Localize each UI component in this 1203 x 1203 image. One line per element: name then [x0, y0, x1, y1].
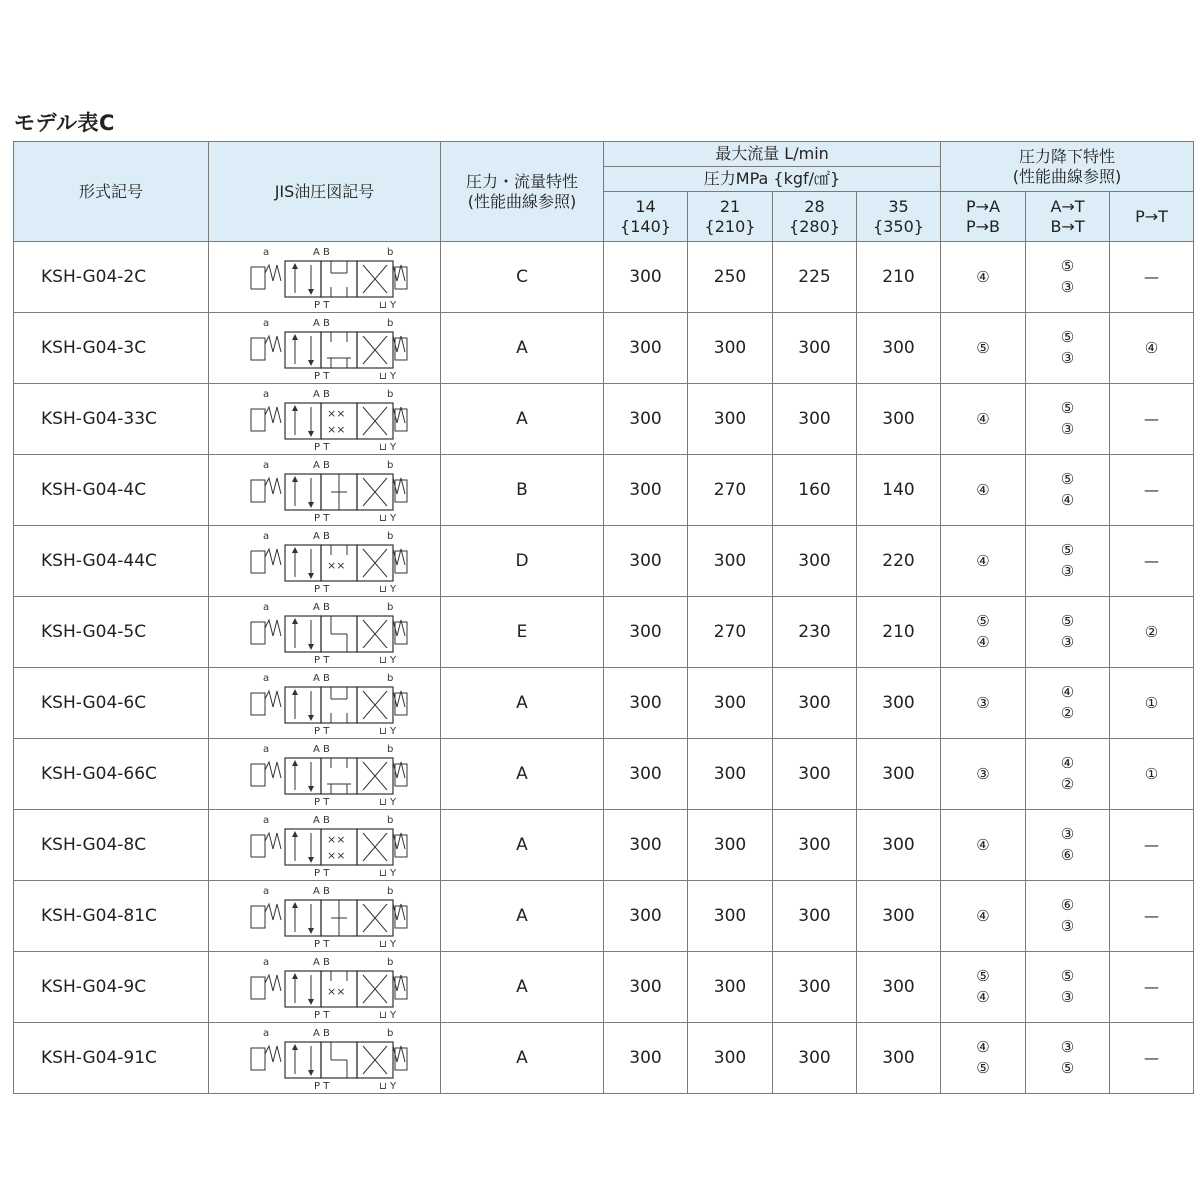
model-code: KSH-G04-3C — [14, 313, 209, 384]
symbol-label-b: b — [386, 318, 393, 329]
symbol-label-pt: P T — [313, 300, 329, 311]
jis-symbol — [209, 313, 441, 384]
model-code: KSH-G04-44C — [14, 526, 209, 597]
symbol-label-pt: P T — [313, 726, 329, 737]
symbol-label-b: b — [386, 602, 393, 613]
symbol-label-ab: A B — [312, 744, 330, 755]
symbol-label-a: a — [262, 318, 269, 329]
max-flow-value: 300 — [857, 384, 941, 455]
drop-at-bt: ③ ⑤ — [1026, 1023, 1110, 1094]
symbol-label-y: ⊔ Y — [378, 655, 396, 666]
svg-text:××: ×× — [326, 407, 345, 420]
symbol-label-y: ⊔ Y — [378, 300, 396, 311]
symbol-label-y: ⊔ Y — [378, 868, 396, 879]
header-model: 形式記号 — [14, 142, 209, 242]
symbol-label-b: b — [386, 744, 393, 755]
model-code: KSH-G04-33C — [14, 384, 209, 455]
drop-pa-pb: ④ — [941, 384, 1026, 455]
header-pressure: 圧力MPa {kgf/㎠} — [604, 167, 941, 192]
jis-symbol-graphic — [241, 385, 409, 453]
max-flow-value: 300 — [688, 668, 773, 739]
drop-pa-pb: ⑤ ④ — [941, 952, 1026, 1023]
jis-symbol-graphic — [241, 882, 409, 950]
pressure-flow-curve: A — [441, 739, 604, 810]
symbol-label-ab: A B — [312, 389, 330, 400]
jis-symbol — [209, 1023, 441, 1094]
max-flow-value: 270 — [688, 597, 773, 668]
max-flow-value: 160 — [773, 455, 857, 526]
header-pressure-14: 14 {140} — [604, 192, 688, 242]
jis-symbol-graphic — [241, 456, 409, 524]
symbol-label-ab: A B — [312, 673, 330, 684]
symbol-label-pt: P T — [313, 442, 329, 453]
symbol-label-b: b — [386, 673, 393, 684]
max-flow-value: 300 — [857, 739, 941, 810]
drop-pa-pb: ④ ⑤ — [941, 1023, 1026, 1094]
max-flow-value: 300 — [773, 313, 857, 384]
drop-at-bt: ⑤ ③ — [1026, 597, 1110, 668]
drop-at-bt: ④ ② — [1026, 668, 1110, 739]
header-pressure-flow-line1: 圧力・流量特性 — [465, 171, 578, 191]
drop-pa-pb: ④ — [941, 242, 1026, 313]
drop-at-bt: ④ ② — [1026, 739, 1110, 810]
symbol-label-pt: P T — [313, 1010, 329, 1021]
symbol-label-pt: P T — [313, 868, 329, 879]
symbol-label-y: ⊔ Y — [378, 442, 396, 453]
jis-symbol — [209, 455, 441, 526]
max-flow-value: 210 — [857, 597, 941, 668]
symbol-label-a: a — [262, 602, 269, 613]
pressure-flow-curve: A — [441, 881, 604, 952]
header-pressure-drop-line1: 圧力降下特性 — [1019, 146, 1116, 166]
svg-text:××: ×× — [326, 423, 345, 436]
jis-symbol-graphic — [241, 598, 409, 666]
pressure-flow-curve: A — [441, 952, 604, 1023]
drop-pt: ① — [1110, 739, 1194, 810]
symbol-label-b: b — [386, 389, 393, 400]
model-table-body — [14, 242, 1194, 1094]
symbol-label-ab: A B — [312, 957, 330, 968]
drop-pt: — — [1110, 526, 1194, 597]
table-row — [14, 597, 1194, 668]
drop-at-bt: ③ ⑥ — [1026, 810, 1110, 881]
header-pressure-35: 35 {350} — [857, 192, 941, 242]
drop-pt: — — [1110, 384, 1194, 455]
max-flow-value: 300 — [688, 1023, 773, 1094]
max-flow-value: 300 — [604, 313, 688, 384]
symbol-label-b: b — [386, 957, 393, 968]
max-flow-value: 300 — [688, 881, 773, 952]
header-jis-symbol: JIS油圧図記号 — [209, 142, 441, 242]
jis-symbol-graphic — [241, 669, 409, 737]
symbol-label-y: ⊔ Y — [378, 1081, 396, 1092]
max-flow-value: 300 — [604, 526, 688, 597]
symbol-label-ab: A B — [312, 460, 330, 471]
jis-symbol — [209, 810, 441, 881]
drop-pa-pb: ⑤ ④ — [941, 597, 1026, 668]
drop-at-bt: ⑤ ③ — [1026, 952, 1110, 1023]
max-flow-value: 300 — [773, 526, 857, 597]
header-pressure-drop-line2: (性能曲線参照) — [1012, 166, 1122, 186]
pressure-flow-curve: B — [441, 455, 604, 526]
drop-at-bt: ⑤ ③ — [1026, 313, 1110, 384]
header-pressure-flow-line2: (性能曲線参照) — [467, 191, 577, 211]
max-flow-value: 230 — [773, 597, 857, 668]
symbol-label-a: a — [262, 247, 269, 258]
jis-symbol — [209, 242, 441, 313]
header-max-flow: 最大流量 L/min — [604, 142, 941, 167]
svg-text:××: ×× — [326, 833, 345, 846]
max-flow-value: 300 — [773, 1023, 857, 1094]
drop-pa-pb: ③ — [941, 739, 1026, 810]
symbol-label-a: a — [262, 531, 269, 542]
symbol-label-pt: P T — [313, 939, 329, 950]
table-row — [14, 810, 1194, 881]
max-flow-value: 300 — [773, 739, 857, 810]
header-pressure-drop — [941, 142, 1194, 192]
table-row — [14, 242, 1194, 313]
max-flow-value: 300 — [688, 313, 773, 384]
drop-pt: — — [1110, 952, 1194, 1023]
max-flow-value: 300 — [857, 952, 941, 1023]
symbol-label-b: b — [386, 815, 393, 826]
table-row — [14, 739, 1194, 810]
svg-text:××: ×× — [326, 559, 345, 572]
drop-pt: — — [1110, 242, 1194, 313]
drop-pt: — — [1110, 881, 1194, 952]
drop-pt: — — [1110, 810, 1194, 881]
jis-symbol — [209, 668, 441, 739]
jis-symbol — [209, 881, 441, 952]
max-flow-value: 300 — [688, 952, 773, 1023]
drop-pt: ① — [1110, 668, 1194, 739]
max-flow-value: 300 — [857, 1023, 941, 1094]
model-code: KSH-G04-2C — [14, 242, 209, 313]
drop-at-bt: ⑤ ③ — [1026, 242, 1110, 313]
symbol-label-ab: A B — [312, 886, 330, 897]
drop-at-bt: ⑤ ③ — [1026, 526, 1110, 597]
max-flow-value: 300 — [688, 810, 773, 881]
symbol-label-y: ⊔ Y — [378, 584, 396, 595]
jis-symbol — [209, 739, 441, 810]
table-row — [14, 881, 1194, 952]
pressure-flow-curve: C — [441, 242, 604, 313]
symbol-label-a: a — [262, 460, 269, 471]
max-flow-value: 300 — [773, 668, 857, 739]
model-code: KSH-G04-66C — [14, 739, 209, 810]
drop-pa-pb: ⑤ — [941, 313, 1026, 384]
max-flow-value: 250 — [688, 242, 773, 313]
max-flow-value: 300 — [773, 881, 857, 952]
jis-symbol-graphic — [241, 243, 409, 311]
jis-symbol — [209, 952, 441, 1023]
max-flow-value: 300 — [604, 739, 688, 810]
symbol-label-pt: P T — [313, 371, 329, 382]
max-flow-value: 300 — [688, 526, 773, 597]
drop-pa-pb: ④ — [941, 455, 1026, 526]
symbol-label-b: b — [386, 886, 393, 897]
model-table — [13, 141, 1194, 1094]
drop-pa-pb: ④ — [941, 526, 1026, 597]
drop-at-bt: ⑤ ④ — [1026, 455, 1110, 526]
symbol-label-pt: P T — [313, 513, 329, 524]
max-flow-value: 210 — [857, 242, 941, 313]
drop-pa-pb: ③ — [941, 668, 1026, 739]
header-pa-pb: P→A P→B — [941, 192, 1026, 242]
symbol-label-y: ⊔ Y — [378, 797, 396, 808]
max-flow-value: 270 — [688, 455, 773, 526]
pressure-flow-curve: A — [441, 1023, 604, 1094]
drop-at-bt: ⑥ ③ — [1026, 881, 1110, 952]
max-flow-value: 300 — [773, 384, 857, 455]
table-row — [14, 668, 1194, 739]
model-code: KSH-G04-4C — [14, 455, 209, 526]
model-code: KSH-G04-91C — [14, 1023, 209, 1094]
pressure-flow-curve: A — [441, 313, 604, 384]
header-pressure-flow — [441, 142, 604, 242]
page-title: モデル表C — [14, 111, 115, 135]
max-flow-value: 300 — [604, 1023, 688, 1094]
model-code: KSH-G04-8C — [14, 810, 209, 881]
pressure-flow-curve: A — [441, 384, 604, 455]
max-flow-value: 300 — [857, 313, 941, 384]
header-pt: P→T — [1110, 192, 1194, 242]
pressure-flow-curve: D — [441, 526, 604, 597]
jis-symbol-graphic — [241, 1024, 409, 1092]
drop-at-bt: ⑤ ③ — [1026, 384, 1110, 455]
table-row — [14, 1023, 1194, 1094]
symbol-label-b: b — [386, 460, 393, 471]
symbol-label-y: ⊔ Y — [378, 1010, 396, 1021]
symbol-label-ab: A B — [312, 1028, 330, 1039]
table-row — [14, 952, 1194, 1023]
symbol-label-a: a — [262, 886, 269, 897]
symbol-label-ab: A B — [312, 602, 330, 613]
jis-symbol — [209, 597, 441, 668]
pressure-flow-curve: A — [441, 810, 604, 881]
drop-pt: — — [1110, 1023, 1194, 1094]
symbol-label-ab: A B — [312, 247, 330, 258]
jis-symbol-graphic — [241, 740, 409, 808]
jis-symbol-graphic — [241, 811, 409, 879]
symbol-label-y: ⊔ Y — [378, 513, 396, 524]
symbol-label-y: ⊔ Y — [378, 939, 396, 950]
model-code: KSH-G04-9C — [14, 952, 209, 1023]
svg-text:××: ×× — [326, 849, 345, 862]
max-flow-value: 300 — [604, 384, 688, 455]
max-flow-value: 300 — [604, 455, 688, 526]
drop-pt: — — [1110, 455, 1194, 526]
pressure-flow-curve: A — [441, 668, 604, 739]
max-flow-value: 300 — [604, 952, 688, 1023]
drop-pt: ② — [1110, 597, 1194, 668]
drop-pa-pb: ④ — [941, 810, 1026, 881]
jis-symbol — [209, 384, 441, 455]
max-flow-value: 220 — [857, 526, 941, 597]
model-code: KSH-G04-6C — [14, 668, 209, 739]
symbol-label-y: ⊔ Y — [378, 726, 396, 737]
header-at-bt: A→T B→T — [1026, 192, 1110, 242]
max-flow-value: 300 — [604, 881, 688, 952]
max-flow-value: 300 — [857, 810, 941, 881]
symbol-label-pt: P T — [313, 797, 329, 808]
max-flow-value: 300 — [604, 668, 688, 739]
max-flow-value: 140 — [857, 455, 941, 526]
symbol-label-a: a — [262, 744, 269, 755]
symbol-label-b: b — [386, 531, 393, 542]
drop-pt: ④ — [1110, 313, 1194, 384]
symbol-label-a: a — [262, 815, 269, 826]
header-pressure-28: 28 {280} — [773, 192, 857, 242]
symbol-label-ab: A B — [312, 318, 330, 329]
max-flow-value: 300 — [857, 881, 941, 952]
jis-symbol-graphic — [241, 314, 409, 382]
symbol-label-a: a — [262, 673, 269, 684]
table-row — [14, 526, 1194, 597]
max-flow-value: 300 — [857, 668, 941, 739]
max-flow-value: 300 — [688, 384, 773, 455]
symbol-label-pt: P T — [313, 584, 329, 595]
max-flow-value: 300 — [773, 810, 857, 881]
table-row — [14, 455, 1194, 526]
pressure-flow-curve: E — [441, 597, 604, 668]
symbol-label-b: b — [386, 247, 393, 258]
jis-symbol-graphic — [241, 953, 409, 1021]
symbol-label-ab: A B — [312, 815, 330, 826]
symbol-label-pt: P T — [313, 655, 329, 666]
symbol-label-ab: A B — [312, 531, 330, 542]
max-flow-value: 225 — [773, 242, 857, 313]
model-code: KSH-G04-5C — [14, 597, 209, 668]
symbol-label-pt: P T — [313, 1081, 329, 1092]
max-flow-value: 300 — [604, 597, 688, 668]
svg-text:××: ×× — [326, 985, 345, 998]
symbol-label-a: a — [262, 389, 269, 400]
symbol-label-b: b — [386, 1028, 393, 1039]
model-code: KSH-G04-81C — [14, 881, 209, 952]
table-row — [14, 313, 1194, 384]
drop-pa-pb: ④ — [941, 881, 1026, 952]
max-flow-value: 300 — [604, 810, 688, 881]
symbol-label-a: a — [262, 1028, 269, 1039]
jis-symbol-graphic — [241, 527, 409, 595]
max-flow-value: 300 — [604, 242, 688, 313]
symbol-label-a: a — [262, 957, 269, 968]
header-pressure-21: 21 {210} — [688, 192, 773, 242]
symbol-label-y: ⊔ Y — [378, 371, 396, 382]
jis-symbol — [209, 526, 441, 597]
max-flow-value: 300 — [688, 739, 773, 810]
table-row — [14, 384, 1194, 455]
max-flow-value: 300 — [773, 952, 857, 1023]
